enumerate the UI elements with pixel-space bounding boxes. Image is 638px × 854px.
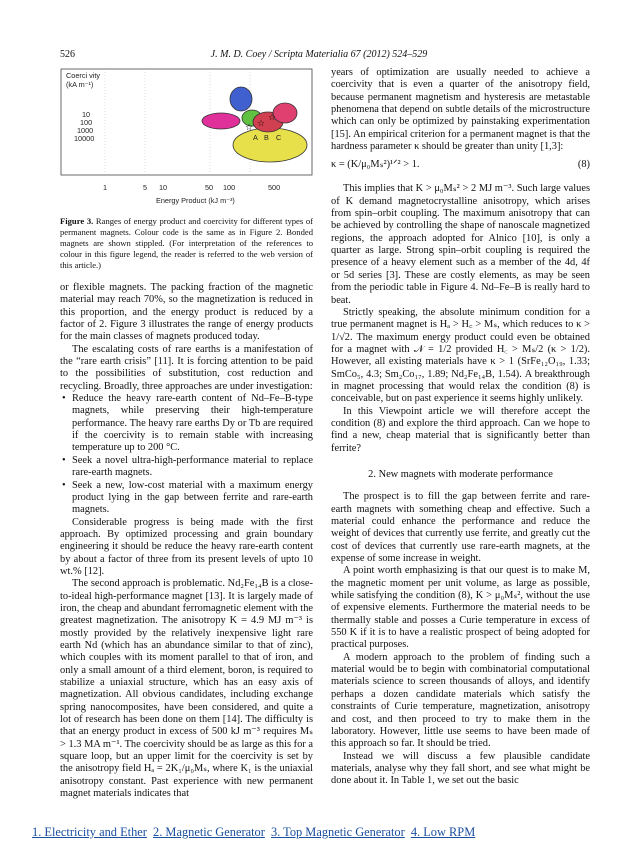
region-yellow: [233, 128, 307, 162]
y-tick-1000: 1000: [77, 126, 94, 135]
list-item: • Seek a novel ultra-high-performance material to replace rare-earth magnets.: [72, 455, 313, 480]
y-tick-100: 100: [80, 118, 93, 127]
equation-8: [331, 159, 590, 177]
equation-formula: κ = (K/μ₀Mₛ²)¹ᐟ² > 1.: [331, 159, 420, 171]
right-paragraph-1: years of optimization are usually needed to achieve a coercivity that is even a quarter of the anisotropy field, because permanent magnetism and hysteresis are metastable phenomena that depend on subtle details of the microstructure which can only be optimized by painstaking experimentation [15]. An empirical criterion for a permanent magnet is that the hardness parameter κ should be greater than unity [1,3]:: [331, 67, 590, 153]
figure-caption: [60, 216, 313, 271]
left-paragraph-2: The escalating costs of rare earths is a manifestation of the “rare earth crisis” [11]. It is forcing attention to be paid to the possibilities of substitution, cost reduction and recycling. Broadly, three approaches are under investigation:: [60, 343, 313, 392]
y-tick-10000: 10000: [74, 134, 95, 143]
right-paragraph-6: A point worth emphasizing is that our quest is to make M, the magnetic moment per unit volume, as large as possible, while satisfying the condition (8), K > μ₀Mₛ², without the use of expensive elements. Furthermore the material needs to be thermally stable and posses a Curie temperature in excess of 550 K if it is to have a realistic prospect of being adopted for practical purposes.: [331, 565, 590, 651]
figure-3: [60, 68, 313, 208]
left-paragraph-3: Considerable progress is being made with the first approach. By optimized processing and grain boundary engineering it should be reduce the heavy rare-earth content by about a factor of three from its present levels of upto 10 wt.% [12].: [60, 516, 313, 577]
x-tick-50: 50: [205, 183, 214, 192]
marker-label-a: A: [253, 133, 258, 142]
left-paragraph-4: The second approach is problematic. Nd₂Fe₁₄B is a close-to-ideal high-performance magnet [13]. It is largely made of iron, the cheap and abundant ferromagnetic element with the greatest magnetization. The anisotropy K = 4.9 MJ m⁻³ is mostly provided by the relatively inexpensive light rare earth Nd (which has an abundance similar to that of zinc), which couples with its moment parallel to that of iron, and only a small amount of a third element, boron, is required to stabilize a uniaxial structure, which has an easy axis of magnetization. All obvious candidates, including exchange spring nanocomposites, have been considered, and quite a lot of research has been done on them [14]. The difficulty is that an energy product in excess of 500 kJ m⁻³ requires Mₛ > 1.3 MA m⁻¹. The coercivity should be as large as this for a square loop, but an upper limit for the coercivity is set by the anisotropy field Hₐ = 2K₁/μ₀Mₛ, where K₁ is the uniaxial anisotropy constant. Past experience with new permanent magnet materials indicates that: [60, 578, 313, 800]
footer-link-electricity[interactable]: 1. Electricity and Ether: [32, 825, 147, 839]
section-heading: 2. New magnets with moderate performance: [368, 468, 553, 480]
left-column: [60, 216, 313, 800]
y-tick-10: 10: [82, 110, 91, 119]
approaches-list: [60, 393, 313, 516]
footer-link-magnetic-generator[interactable]: 2. Magnetic Generator: [153, 825, 265, 839]
star-marker-b: ☆: [257, 119, 266, 129]
journal-citation: J. M. D. Coey / Scripta Materialia 67 (2012) 524–529: [210, 49, 428, 60]
star-marker-c: ☆: [268, 113, 277, 123]
right-paragraph-8: Instead we will discuss a few plausible candidate materials, analyse why they fall short, and see what might be done about it. In Table 1, we set out the basic: [331, 750, 590, 787]
right-paragraph-2: This implies that K > μ₀Mₛ² > 2 MJ m⁻³. Such large values of K demand magnetocrystalline anisotropy, which arises from spin–orbit coupling. The maximum anisotropy that can be achieved by controlling the shape of nanoscale magnetized regions, the approach adopted for Alnico [10], is only a quarter as large. Strong spin–orbit coupling is required the presence of a heavy element such as a member of the 4d, 4f or 5d series [3]. These are costly elements, as may be seen from the periodic table in Figure 4. Nd–Fe–B is really hard to beat.: [331, 183, 590, 306]
x-tick-1: 1: [103, 183, 108, 192]
left-paragraph-1: or flexible magnets. The packing fraction of the magnetic material may reach 70%, so the magnetization is reduced in this proportion, and the energy product is reduced by a factor of 2. Figure 3 illustrates the range of energy products for the main classes of magnets produced today.: [60, 282, 313, 343]
marker-label-c: C: [276, 133, 282, 142]
caption-text: Ranges of energy product and coercivity for different types of permanent magnets. Colour code is the same as in Figure 2. Bonded magnets are shown stippled. (For interpretation of the references to colour in this figure legend, the reader is referred to the web version of this article.): [60, 216, 313, 270]
right-column: [331, 67, 590, 788]
right-paragraph-7: A modern approach to the problem of finding such a material would be to begin with combinatorial computational materials science to screen thousands of alloys, and identify perhaps a dozen candidate materials which satisfy the constraints of Curie temperature, magnetization, anisotropy and cost, and then proceed to try to make them in the laboratory. However, little use seems to have been made of this approach so far. It should be tried.: [331, 651, 590, 750]
equation-number: (8): [577, 159, 590, 171]
region-blue: [230, 87, 252, 111]
x-tick-500: 500: [268, 183, 281, 192]
x-axis-label: Energy Product (kJ m⁻³): [156, 196, 235, 205]
caption-label: Figure 3.: [60, 216, 94, 226]
right-paragraph-4: In this Viewpoint article we will therefore accept the condition (8) and explore the third approach. Can we hope to find a new, cheap material that is significantly better than ferrite?: [331, 405, 590, 454]
region-pink: [273, 103, 297, 123]
page-number: 526: [60, 49, 75, 60]
x-tick-10: 10: [159, 183, 168, 192]
list-item: • Reduce the heavy rare-earth content of Nd–Fe–B-type magnets, while preserving their high-temperature performance. The heavy rare earths Dy or Tb are required if the coercivity is to remain stable with increasing temperature up to 200 °C.: [72, 393, 313, 455]
footer-link-low-rpm[interactable]: 4. Low RPM: [410, 825, 476, 839]
list-item: • Seek a new, low-cost material with a maximum energy product lying in the gap between ferrite and rare-earth magnets.: [72, 480, 313, 517]
x-tick-5: 5: [143, 183, 148, 192]
star-marker-a: ☆: [245, 123, 254, 133]
y-axis-label: Coerci vity (kA m⁻¹): [66, 71, 101, 89]
footer-link-top-generator[interactable]: 3. Top Magnetic Generator: [270, 825, 405, 839]
region-magenta: [202, 113, 240, 129]
x-tick-100: 100: [223, 183, 236, 192]
marker-label-b: B: [264, 133, 269, 142]
right-paragraph-5: The prospect is to fill the gap between ferrite and rare-earth magnets with something cheap and effective. Such a material could enhance the performance and reduce the weight of devices that currently use ferrite, and greatly cut the cost of devices that currently use rare-earth magnets, at the expense of some increase in weight.: [331, 491, 590, 565]
right-paragraph-3: Strictly speaking, the absolute minimum condition for a true permanent magnet is Hₐ > H꜀ > Mₛ, which reduces to κ > 1/√2. The maximum energy product could even be obtained for a magnet with 𝒩 = 1/2 provided H꜀ > Mₛ/2 (κ > 1/2). However, all existing materials have κ > 1 (SrFe₁₂O₁₉, 1.33; SmCo₅, 4.3; Sm₂Co₁₇, 1.89; Nd₂Fe₁₄B, 1.54). A breakthrough in magnet processing that would relax the condition (8) is conceivable, but on past experience it seems highly unlikely.: [331, 306, 590, 405]
footer-links: [32, 825, 478, 840]
